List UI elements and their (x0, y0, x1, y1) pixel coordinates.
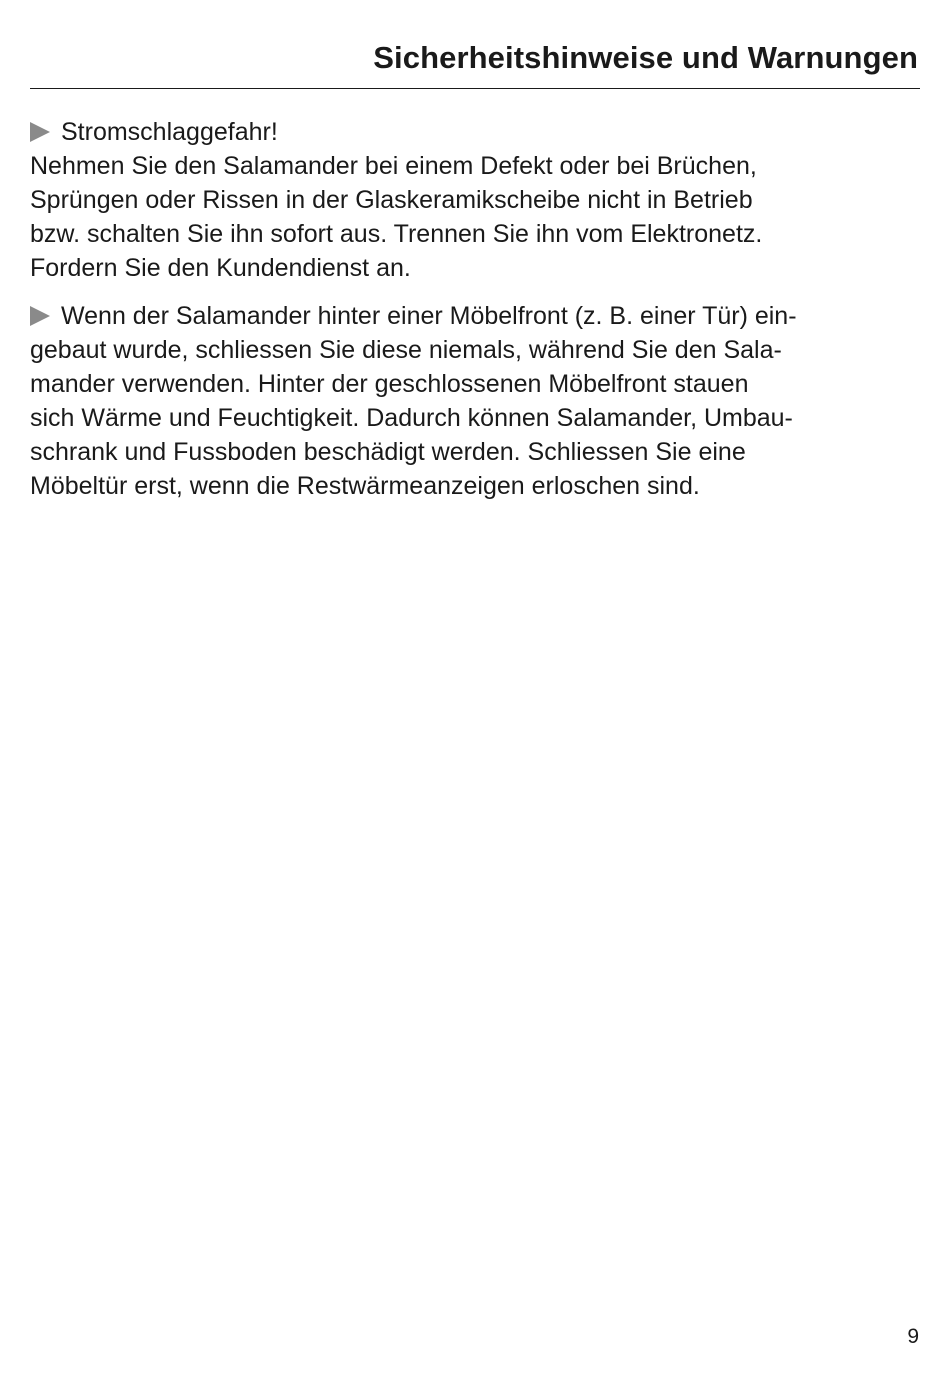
safety-notice-electric-shock (30, 115, 920, 285)
notice-line: sich Wärme und Feuchtigkeit. Dadurch können Salamander, Umbau- (30, 404, 793, 432)
page-header (30, 36, 920, 89)
notice-line: mander verwenden. Hinter der geschlossenen Möbelfront stauen (30, 370, 749, 398)
notice-line: Fordern Sie den Kundendienst an. (30, 254, 411, 282)
notice-line: Nehmen Sie den Salamander bei einem Defekt oder bei Brüchen, (30, 152, 757, 180)
notice-heading: Stromschlaggefahr! (61, 118, 278, 146)
page-title: Sicherheitshinweise und Warnungen (373, 40, 918, 75)
notice-line: bzw. schalten Sie ihn sofort aus. Trennen Sie ihn vom Elektronetz. (30, 220, 763, 248)
notice-line: gebaut wurde, schliessen Sie diese niemals, während Sie den Sala- (30, 336, 782, 364)
notice-line: schrank und Fussboden beschädigt werden. Schliessen Sie eine (30, 438, 746, 466)
notice-first-line: Wenn der Salamander hinter einer Möbelfront (z. B. einer Tür) ein- (61, 302, 797, 330)
notice-line (30, 115, 920, 149)
page-content (30, 115, 920, 517)
triangle-bullet-icon (30, 122, 50, 142)
page-number: 9 (907, 1325, 919, 1348)
notice-line: Möbeltür erst, wenn die Restwärmeanzeigen erloschen sind. (30, 472, 700, 500)
triangle-bullet-icon (30, 306, 50, 326)
notice-line (30, 299, 920, 333)
notice-line: Sprüngen oder Rissen in der Glaskeramikscheibe nicht in Betrieb (30, 186, 753, 214)
safety-notice-furniture-front (30, 299, 920, 503)
